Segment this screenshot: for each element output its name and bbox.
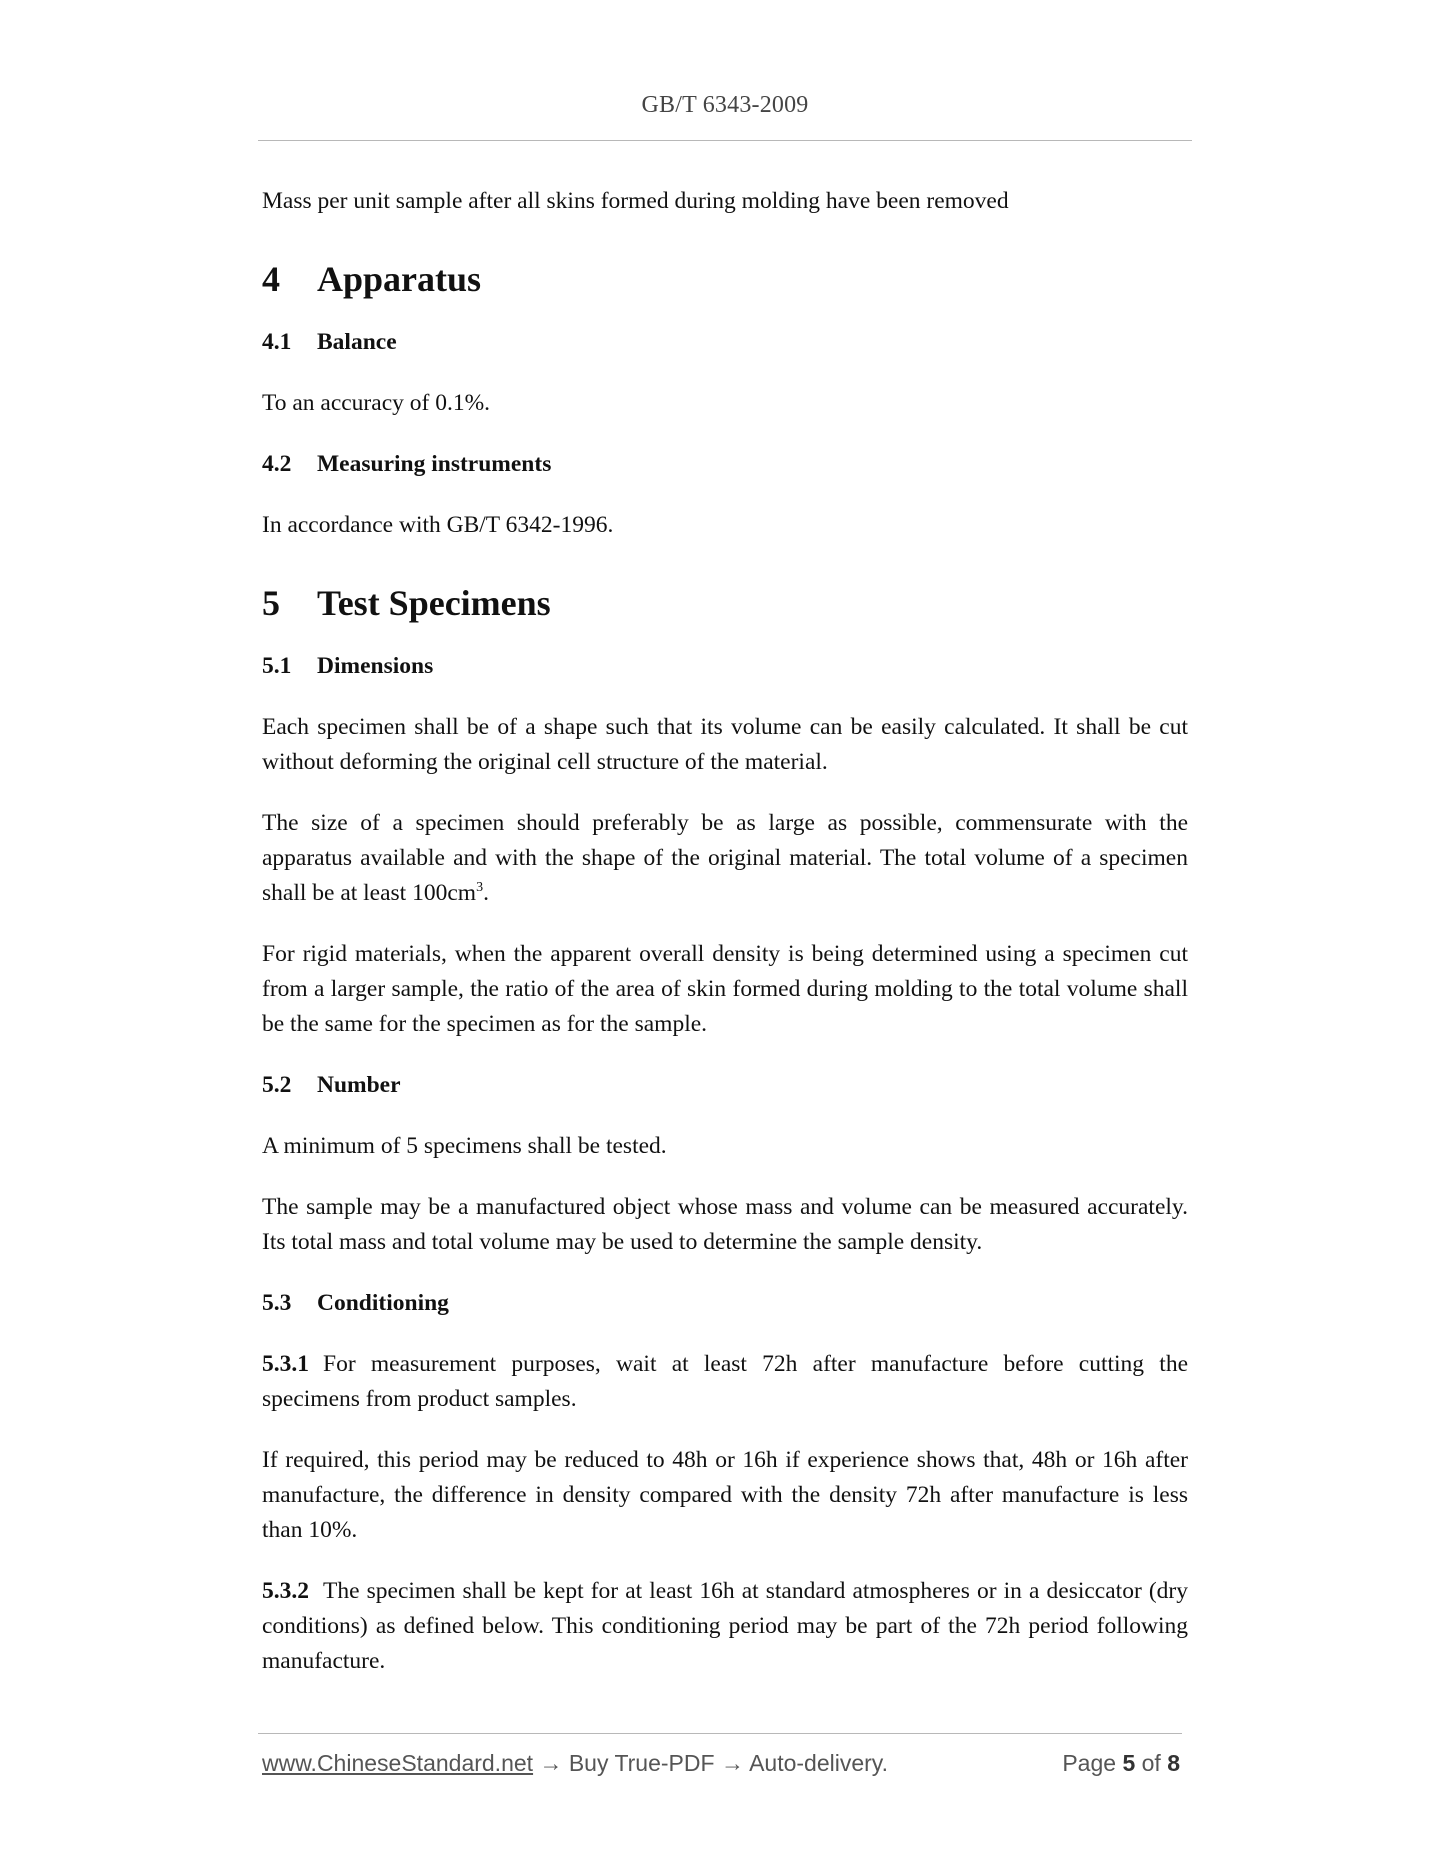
paragraph-end: .	[483, 880, 489, 906]
clause-4-2-heading	[262, 447, 1188, 482]
page-footer	[262, 1750, 1180, 1777]
arrow-icon: →	[720, 1750, 744, 1776]
total-pages: 8	[1167, 1750, 1180, 1776]
page-number: 5	[1122, 1750, 1136, 1776]
page-header: GB/T 6343-2009	[641, 92, 809, 118]
clause-title: Balance	[317, 329, 397, 355]
clause-5-1-paragraph-2	[262, 806, 1188, 911]
section-title: Test Specimens	[317, 583, 551, 623]
clause-5-3-1-paragraph	[262, 1347, 1188, 1417]
paragraph-text: For measurement purposes, wait at least 72h after manufacture before cutting the specimens from product samples.	[262, 1351, 1188, 1412]
section-title: Apparatus	[317, 259, 482, 299]
website-link[interactable]: www.ChineseStandard.net	[262, 1750, 534, 1776]
arrow-icon: →	[539, 1750, 563, 1776]
page-label: Page	[1062, 1750, 1117, 1776]
footer-left	[262, 1750, 888, 1777]
clause-number: 5.3	[262, 1290, 292, 1316]
clause-5-3-2-paragraph	[262, 1574, 1188, 1679]
clause-title: Conditioning	[317, 1290, 449, 1316]
clause-title: Measuring instruments	[317, 451, 552, 477]
clause-5-1-paragraph-1: Each specimen shall be of a shape such that its volume can be easily calculated. It shall be cut without deforming the original cell structure of the material.	[262, 714, 1188, 775]
clause-4-2-text: In accordance with GB/T 6342-1996.	[262, 512, 614, 538]
clause-title: Number	[317, 1072, 401, 1098]
clause-5-3-1-paragraph-2: If required, this period may be reduced to 48h or 16h if experience shows that, 48h or 16h after manufacture, the difference in density compared with the density 72h after manufacture is less than 10%.	[262, 1447, 1188, 1543]
page-indicator	[1062, 1750, 1180, 1777]
clause-5-2-heading	[262, 1068, 1188, 1103]
clause-5-3-heading	[262, 1286, 1188, 1321]
intro-paragraph: Mass per unit sample after all skins formed during molding have been removed	[262, 188, 1009, 214]
clause-4-1-text: To an accuracy of 0.1%.	[262, 390, 491, 416]
subclause-number: 5.3.1	[262, 1351, 309, 1377]
footer-divider	[258, 1733, 1182, 1734]
clause-4-1-heading	[262, 325, 1188, 360]
of-label: of	[1141, 1750, 1161, 1776]
clause-number: 5.1	[262, 653, 292, 679]
clause-number: 4.1	[262, 329, 292, 355]
clause-title: Dimensions	[317, 653, 434, 679]
subclause-number: 5.3.2	[262, 1578, 309, 1604]
paragraph-text: The size of a specimen should preferably be as large as possible, commensurate with the apparatus available and with the shape of the original material. The total volume of a specimen shall be at least 100cm	[262, 810, 1188, 906]
delivery-text: Auto-delivery.	[749, 1750, 888, 1776]
clause-5-2-paragraph-2: The sample may be a manufactured object whose mass and volume can be measured accurately. Its total mass and total volume may be used to determine the sample density.	[262, 1194, 1188, 1255]
clause-number: 5.2	[262, 1072, 292, 1098]
section-number: 5	[262, 583, 280, 623]
superscript-exponent: 3	[476, 880, 484, 896]
buy-text: Buy True-PDF	[568, 1750, 715, 1776]
section-4-heading	[262, 257, 1188, 301]
header-divider	[258, 140, 1192, 141]
clause-5-1-heading	[262, 649, 1188, 684]
clause-5-2-paragraph-1: A minimum of 5 specimens shall be tested.	[262, 1133, 667, 1159]
section-5-heading	[262, 581, 1188, 625]
clause-5-1-paragraph-3: For rigid materials, when the apparent overall density is being determined using a specimen cut from a larger sample, the ratio of the area of skin formed during molding to the total volume shall be the same for the specimen as for the sample.	[262, 941, 1188, 1037]
page-content	[262, 184, 1188, 1679]
paragraph-text: The specimen shall be kept for at least 16h at standard atmospheres or in a desiccator (dry conditions) as defined below. This conditioning period may be part of the 72h period following manufacture.	[262, 1578, 1188, 1674]
clause-number: 4.2	[262, 451, 292, 477]
section-number: 4	[262, 259, 280, 299]
